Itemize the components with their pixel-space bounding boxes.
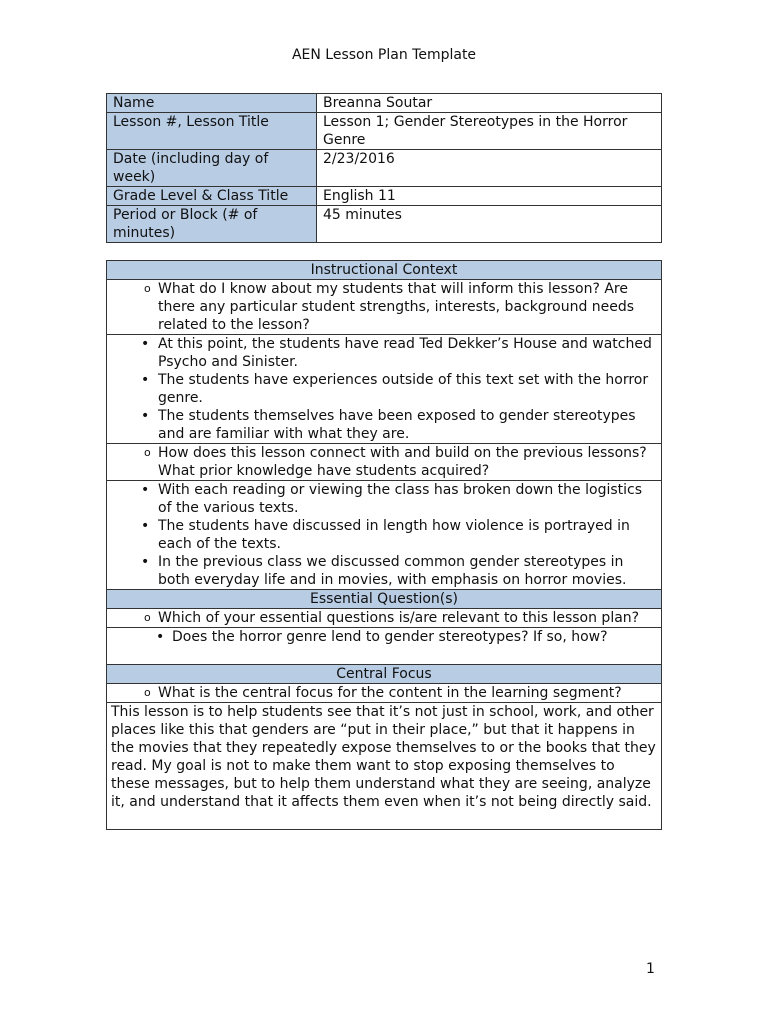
table-row [107,206,662,243]
list-item: • With each reading or viewing the class has broken down the logistics of the various texts. [113,481,655,517]
table-row [107,187,662,206]
central-focus-header: Central Focus [107,665,662,684]
context-question-2: o How does this lesson connect with and build on the previous lessons? What prior knowledge have students acquired? [113,444,655,480]
page-title: AEN Lesson Plan Template [291,47,477,63]
name-value: Breanna Soutar [317,94,662,113]
context-answers-1-cell [107,335,662,444]
essential-question-cell [107,609,662,628]
period-value: 45 minutes [317,206,662,243]
instructional-context-header: Instructional Context [107,261,662,280]
date-label: Date (including day of week) [107,150,317,187]
table-row [107,113,662,150]
context-answers-2-cell [107,481,662,590]
essential-answer-cell [107,628,662,665]
central-focus-answer: This lesson is to help students see that it’s not just in school, work, and other places like this that genders are “put in their place,” but that it happens in the movies that they repeatedly expose themselves to or the books that they read. My goal is not to make them want to stop exposing themselves to these messages, but to help them understand what they are seeing, analyze it, and understand that it affects them even when it’s not being directly said. [107,703,662,830]
essential-answer: • Does the horror genre lend to gender stereotypes? If so, how? [113,628,655,646]
lesson-title-label: Lesson #, Lesson Title [107,113,317,150]
context-question-1-cell [107,280,662,335]
list-item: • The students themselves have been exposed to gender stereotypes and are familiar with what they are. [113,407,655,443]
grade-label: Grade Level & Class Title [107,187,317,206]
grade-value: English 11 [317,187,662,206]
central-focus-question-cell [107,684,662,703]
table-row [107,150,662,187]
lesson-title-value: Lesson 1; Gender Stereotypes in the Horror Genre [317,113,662,150]
period-label: Period or Block (# of minutes) [107,206,317,243]
list-item: • In the previous class we discussed common gender stereotypes in both everyday life and in movies, with emphasis on horror movies. [113,553,655,589]
central-focus-question: o What is the central focus for the content in the learning segment? [113,684,655,702]
date-value: 2/23/2016 [317,150,662,187]
essential-question: o Which of your essential questions is/are relevant to this lesson plan? [113,609,655,627]
lesson-plan-table [106,260,662,830]
list-item: • The students have discussed in length how violence is portrayed in each of the texts. [113,517,655,553]
page-number: 1 [646,961,655,977]
context-question-1: o What do I know about my students that will inform this lesson? Are there any particular student strengths, interests, background needs related to the lesson? [113,280,655,334]
table-row [107,94,662,113]
essential-questions-header: Essential Question(s) [107,590,662,609]
list-item: • At this point, the students have read Ted Dekker’s House and watched Psycho and Sinister. [113,335,655,371]
list-item: • The students have experiences outside of this text set with the horror genre. [113,371,655,407]
lesson-info-table [106,93,662,243]
context-question-2-cell [107,444,662,481]
name-label: Name [107,94,317,113]
